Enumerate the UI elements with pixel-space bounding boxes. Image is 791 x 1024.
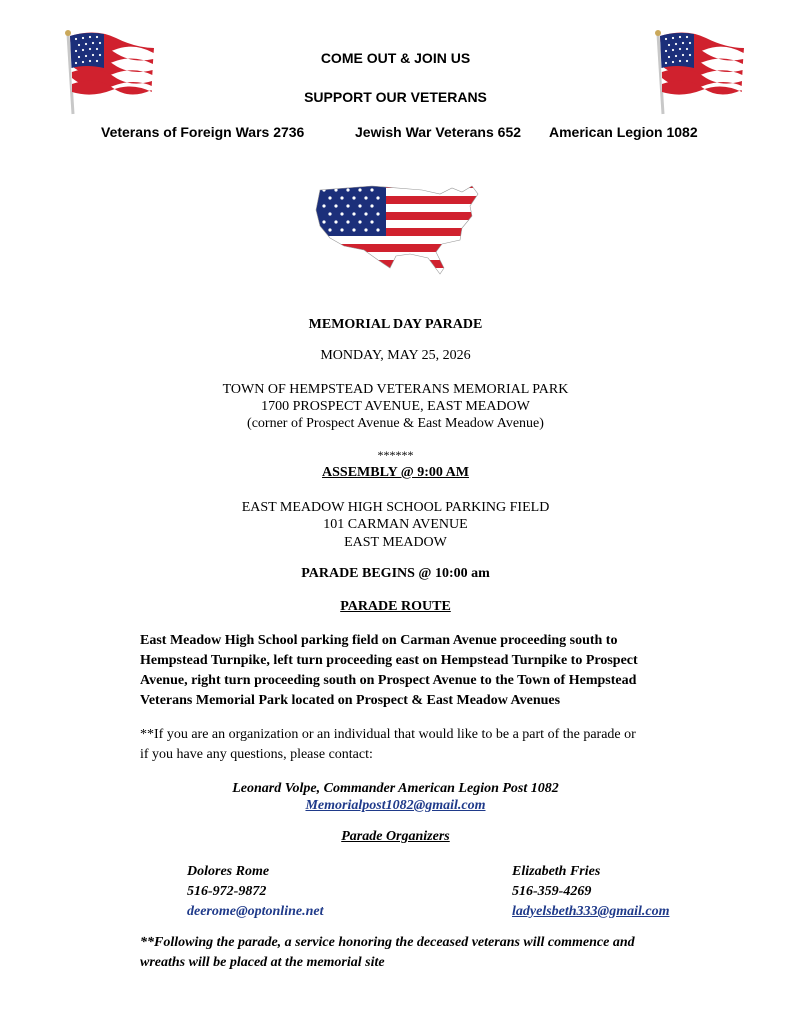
org-vfw: Veterans of Foreign Wars 2736	[101, 124, 305, 140]
organizer-phone: 516-359-4269	[512, 884, 592, 899]
route-line: Avenue, right turn proceeding south on Prospect Avenue to the Town of Hempstead	[140, 673, 637, 688]
contact-intro-line: if you have any questions, please contact:	[140, 747, 373, 762]
footer-note	[140, 933, 635, 973]
organizer-email-link[interactable]: deerome@optonline.net	[187, 904, 324, 919]
contact-intro-line: **If you are an organization or an individual that would like to be a part of the parade or	[140, 727, 636, 742]
assembly-place: EAST MEADOW HIGH SCHOOL PARKING FIELD	[241, 500, 550, 515]
usa-map-flag-icon	[312, 180, 484, 280]
route-title	[0, 598, 791, 615]
header-line-1: COME OUT & JOIN US	[320, 50, 471, 66]
route-description	[140, 631, 638, 711]
assembly-time-text: ASSEMBLY @ 9:00 AM	[322, 465, 469, 480]
location-note: (corner of Prospect Avenue & East Meadow Avenue)	[247, 416, 544, 431]
organizer-name: Elizabeth Fries	[512, 864, 601, 879]
route-title-text: PARADE ROUTE	[340, 599, 451, 614]
organizers-title-text: Parade Organizers	[341, 829, 450, 844]
assembly-time	[0, 464, 791, 481]
route-line: Veterans Memorial Park located on Prospect & East Meadow Avenues	[140, 693, 561, 708]
event-date: MONDAY, MAY 25, 2026	[320, 348, 471, 363]
commander-name: Leonard Volpe, Commander American Legion Post 1082	[232, 781, 559, 796]
route-line: East Meadow High School parking field on Carman Avenue proceeding south to	[140, 633, 618, 648]
parade-start: PARADE BEGINS @ 10:00 am	[301, 566, 490, 581]
org-jwv: Jewish War Veterans 652	[355, 124, 522, 140]
location-address: 1700 PROSPECT AVENUE, EAST MEADOW	[261, 399, 530, 414]
commander-email-link[interactable]: Memorialpost1082@gmail.com	[305, 798, 486, 813]
org-legion: American Legion 1082	[549, 124, 698, 140]
contact-intro	[140, 725, 636, 765]
location-name: TOWN OF HEMPSTEAD VETERANS MEMORIAL PARK	[222, 382, 569, 397]
footer-line: wreaths will be placed at the memorial site	[140, 955, 385, 970]
event-title: MEMORIAL DAY PARADE	[308, 317, 483, 332]
commander-email-wrap	[0, 797, 791, 814]
organizer-name: Dolores Rome	[187, 864, 270, 879]
separator: ******	[377, 448, 414, 462]
route-line: Hempstead Turnpike, left turn proceeding east on Hempstead Turnpike to Prospect	[140, 653, 638, 668]
organizer-card	[187, 862, 323, 922]
header-line-2: SUPPORT OUR VETERANS	[304, 89, 487, 105]
organizers-title	[0, 828, 791, 845]
assembly-address: 101 CARMAN AVENUE	[323, 517, 468, 532]
organizer-email-link[interactable]: ladyelsbeth333@gmail.com	[512, 904, 670, 919]
assembly-town: EAST MEADOW	[344, 535, 447, 550]
organizer-phone: 516-972-9872	[187, 884, 267, 899]
organizer-card	[512, 862, 669, 922]
footer-line: **Following the parade, a service honoring the deceased veterans will commence and	[140, 935, 635, 950]
